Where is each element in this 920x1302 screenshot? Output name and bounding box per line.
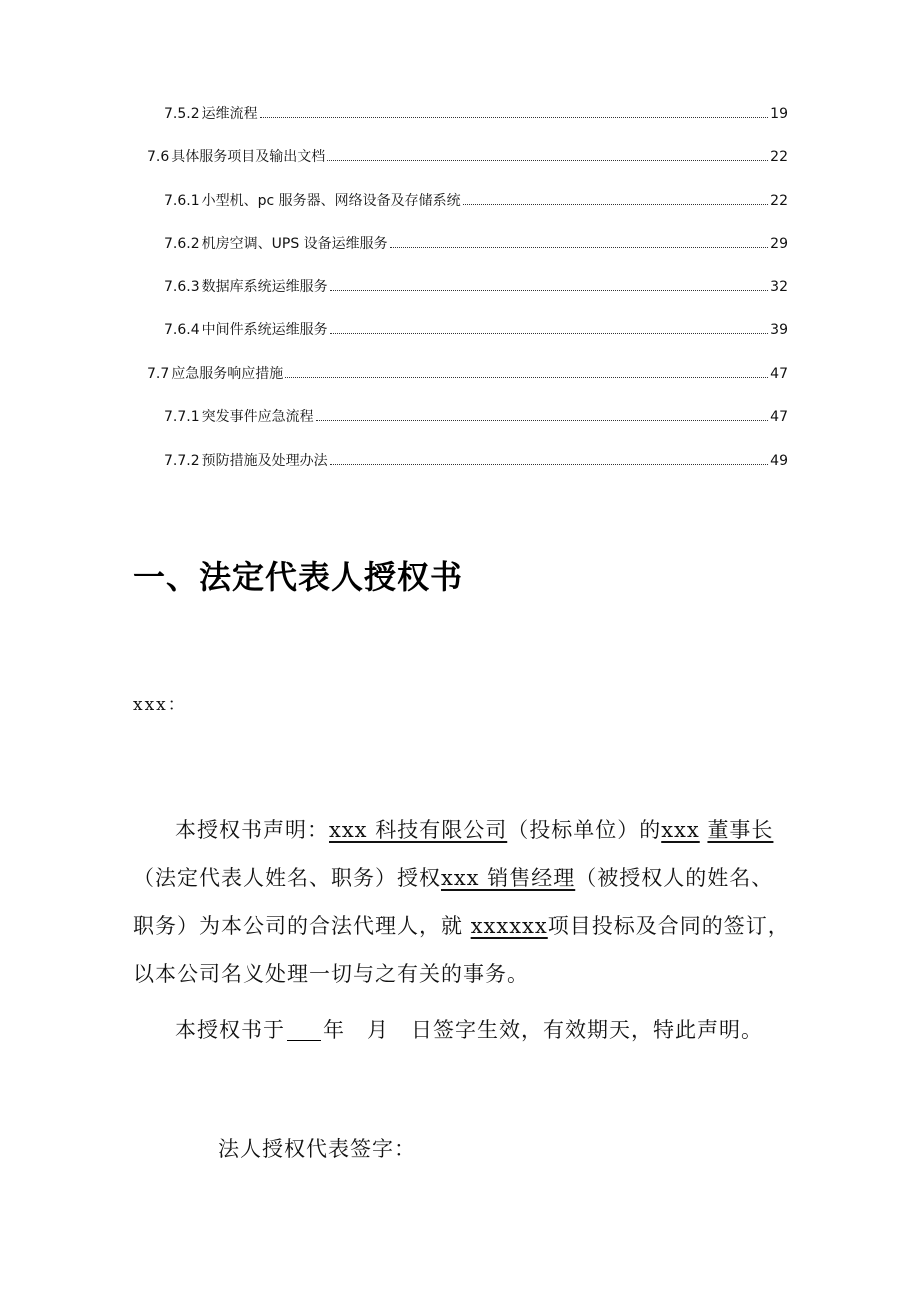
year-blank[interactable] [287, 1018, 321, 1041]
toc-entry[interactable] [164, 407, 788, 427]
toc-leader [327, 159, 768, 161]
toc-number: 7.6.2 [164, 236, 200, 252]
statement-text: （法定代表人姓名、职务）授权 [133, 866, 441, 890]
month-label: 月 [367, 1018, 389, 1042]
representative-name: xxx [661, 818, 700, 842]
validity-text: 本授权书于 [175, 1018, 285, 1042]
authorization-statement [133, 806, 793, 998]
toc-entry[interactable] [164, 277, 788, 297]
year-label: 年 [323, 1018, 345, 1042]
toc-page: 32 [770, 279, 788, 295]
toc-number: 7.6.3 [164, 279, 200, 295]
toc-title: 机房空调、UPS 设备运维服务 [201, 236, 388, 252]
toc-entry[interactable] [147, 364, 788, 384]
company-name: xxx 科技有限公司 [329, 818, 508, 842]
salutation: xxx： [133, 695, 187, 715]
section-heading: 一、法定代表人授权书 [133, 558, 464, 596]
toc-title: 运维流程 [201, 106, 258, 122]
toc-page: 22 [770, 193, 788, 209]
project-name: xxxxxx [470, 914, 548, 938]
toc-page: 22 [770, 149, 788, 165]
statement-text: （被授权人的姓名、职务）为本公司的合法代理人，就 [133, 866, 774, 938]
statement-text: （投标单位）的 [507, 818, 662, 842]
toc-leader [330, 332, 769, 334]
toc-title: 突发事件应急流程 [201, 409, 314, 425]
toc-leader [330, 289, 769, 291]
toc-number: 7.7 [147, 366, 170, 382]
toc-number: 7.7.1 [164, 409, 200, 425]
toc-number: 7.6 [147, 149, 170, 165]
validity-text: 日签字生效，有效期天，特此声明。 [411, 1018, 763, 1042]
toc-entry[interactable] [164, 320, 788, 340]
toc-leader [463, 203, 769, 205]
agent-name-title: xxx 销售经理 [441, 866, 576, 890]
toc-leader [260, 116, 769, 118]
toc-entry[interactable] [147, 147, 788, 167]
toc-page: 49 [770, 453, 788, 469]
toc-title: 数据库系统运维服务 [201, 279, 328, 295]
toc-number: 7.5.2 [164, 106, 200, 122]
toc-leader [390, 246, 769, 248]
toc-page: 19 [770, 106, 788, 122]
toc-number: 7.7.2 [164, 453, 200, 469]
toc-leader [285, 376, 768, 378]
toc-number: 7.6.1 [164, 193, 200, 209]
toc-entry[interactable] [164, 104, 788, 124]
toc-entry[interactable] [164, 234, 788, 254]
signature-label: 法人授权代表签字： [218, 1137, 416, 1161]
toc-page: 29 [770, 236, 788, 252]
toc-page: 39 [770, 322, 788, 338]
representative-title: 董事长 [707, 818, 774, 842]
statement-text: 本授权书声明： [175, 818, 329, 842]
toc-title: 具体服务项目及输出文档 [171, 149, 326, 165]
toc-title: 小型机、pc 服务器、网络设备及存储系统 [201, 193, 461, 209]
toc-title: 预防措施及处理办法 [201, 453, 328, 469]
toc-title: 应急服务响应措施 [171, 366, 284, 382]
toc-page: 47 [770, 366, 788, 382]
toc-title: 中间件系统运维服务 [201, 322, 328, 338]
statement-text: 项目投标及合同的签订，以本公司名义处理一切与之有关的事务。 [133, 914, 790, 986]
toc-leader [330, 463, 769, 465]
validity-statement [133, 1006, 793, 1054]
toc-number: 7.6.4 [164, 322, 200, 338]
toc-entry[interactable] [164, 191, 788, 211]
toc-page: 47 [770, 409, 788, 425]
toc-entry[interactable] [164, 451, 788, 471]
toc-leader [316, 419, 769, 421]
